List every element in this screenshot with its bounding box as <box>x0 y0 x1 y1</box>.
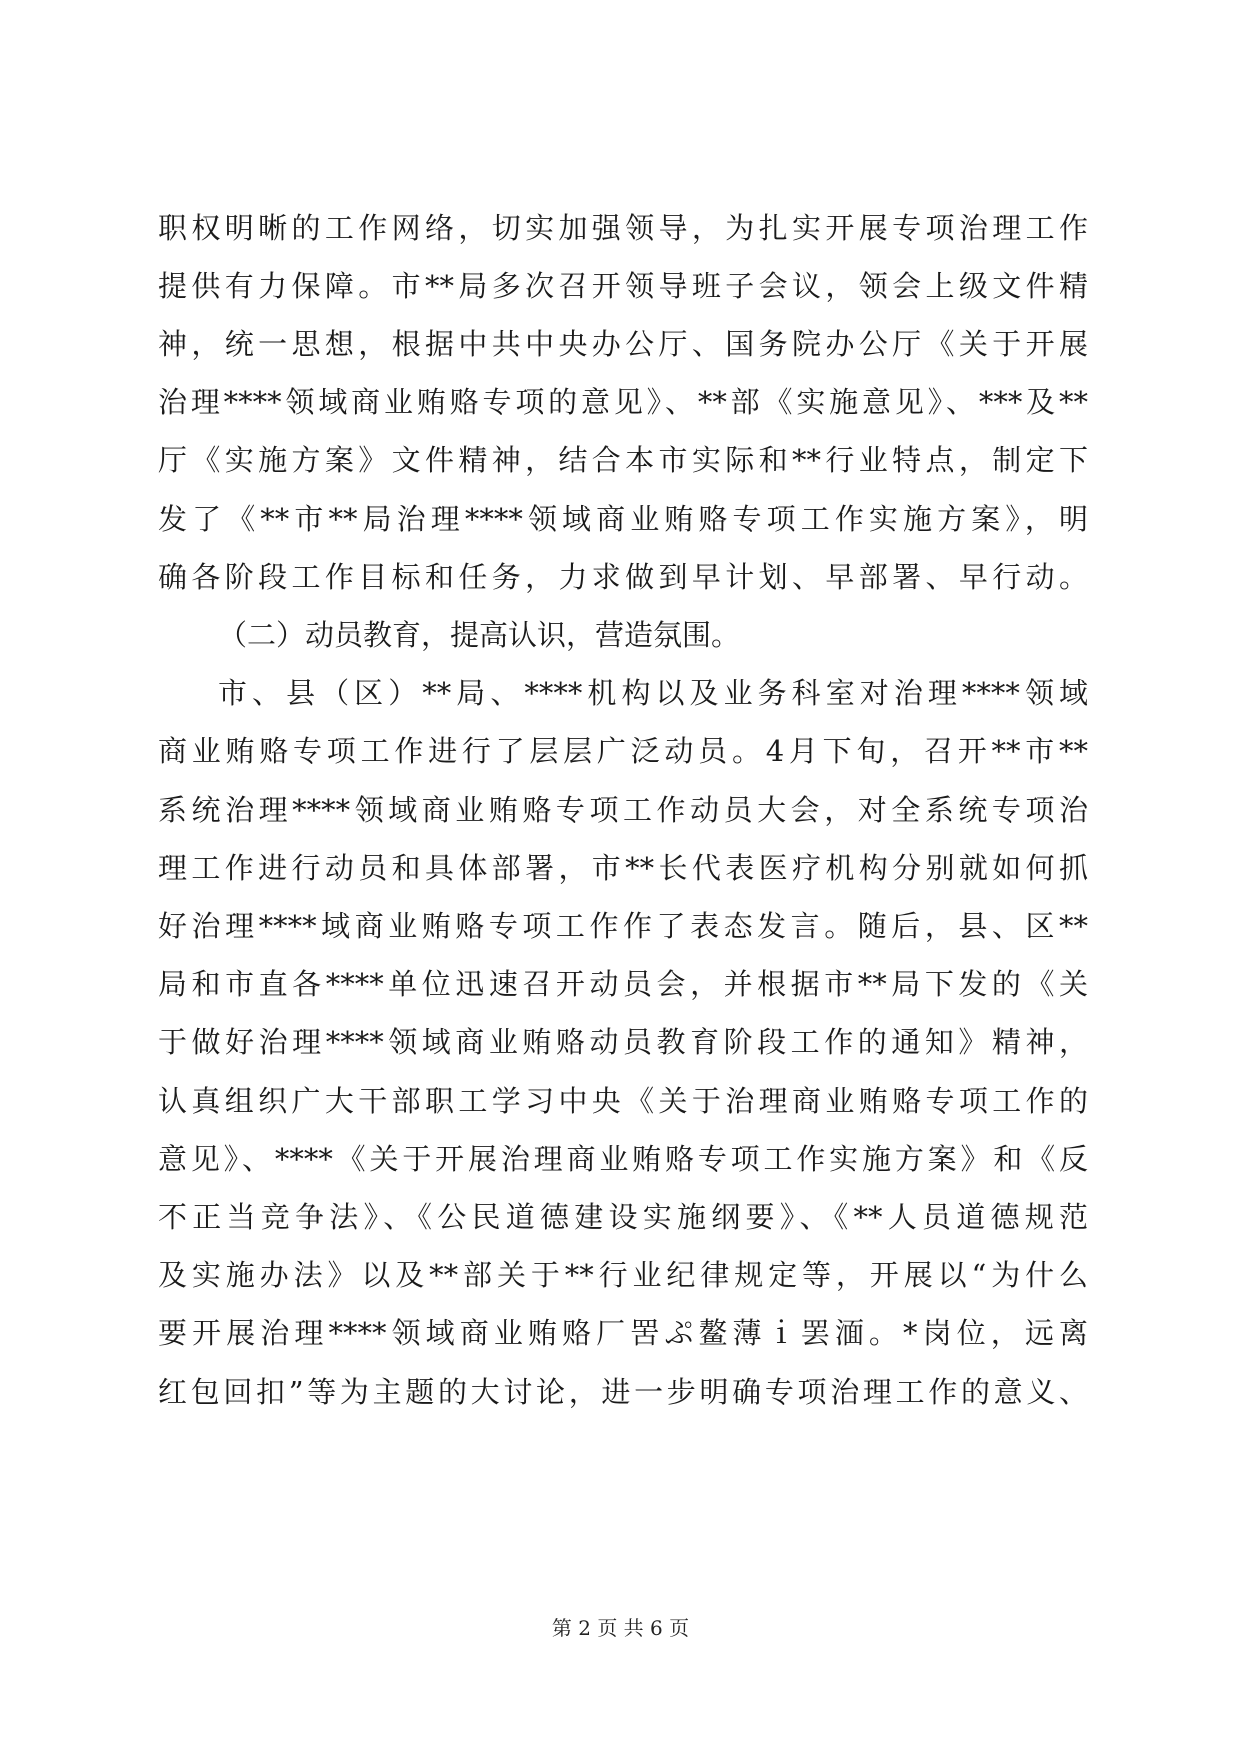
page-footer: 第 2 页 共 6 页 <box>551 1616 690 1640</box>
text-line: 市、县（区）**局、****机构以及业务科室对治理****领域 <box>218 676 1088 710</box>
text-line: 商业贿赂专项工作进行了层层广泛动员。4月下旬，召开**市** <box>158 734 1088 768</box>
text-line: 红包回扣”等为主题的大讨论，进一步明确专项治理工作的意义、 <box>158 1375 1088 1409</box>
text-line: 及实施办法》以及**部关于**行业纪律规定等，开展以“为什么 <box>158 1258 1088 1292</box>
text-line: 好治理****域商业贿赂专项工作作了表态发言。随后，县、区** <box>158 909 1088 943</box>
text-line: 神，统一思想，根据中共中央办公厅、国务院办公厅《关于开展 <box>158 327 1088 361</box>
text-line: 意见》、****《关于开展治理商业贿赂专项工作实施方案》和《反 <box>158 1142 1088 1176</box>
text-line: 确各阶段工作目标和任务，力求做到早计划、早部署、早行动。 <box>158 560 1088 594</box>
text-line: 治理****领域商业贿赂专项的意见》、**部《实施意见》、***及** <box>158 385 1088 419</box>
text-line: 不正当竞争法》、《公民道德建设实施纲要》、《**人员道德规范 <box>158 1200 1088 1234</box>
text-line: 局和市直各****单位迅速召开动员会，并根据市**局下发的《关 <box>158 967 1088 1001</box>
text-line: 于做好治理****领域商业贿赂动员教育阶段工作的通知》精神， <box>158 1025 1088 1059</box>
text-line: 要开展治理****领域商业贿赂厂罟ぷ鳌薄ｉ罢湎。*岗位，远离 <box>158 1316 1088 1350</box>
text-line: 发了《**市**局治理****领域商业贿赂专项工作实施方案》，明 <box>158 502 1088 536</box>
text-line: 系统治理****领域商业贿赂专项工作动员大会，对全系统专项治 <box>158 793 1088 827</box>
text-line: 理工作进行动员和具体部署，市**长代表医疗机构分别就如何抓 <box>158 851 1088 885</box>
text-line: 提供有力保障。市**局多次召开领导班子会议，领会上级文件精 <box>158 269 1088 303</box>
section-heading: （二）动员教育，提高认识，营造氛围。 <box>218 618 741 652</box>
text-line: 职权明晰的工作网络，切实加强领导，为扎实开展专项治理工作 <box>158 211 1088 245</box>
text-line: 厅《实施方案》文件精神，结合本市实际和**行业特点，制定下 <box>158 443 1088 477</box>
text-line: 认真组织广大干部职工学习中央《关于治理商业贿赂专项工作的 <box>158 1084 1088 1118</box>
